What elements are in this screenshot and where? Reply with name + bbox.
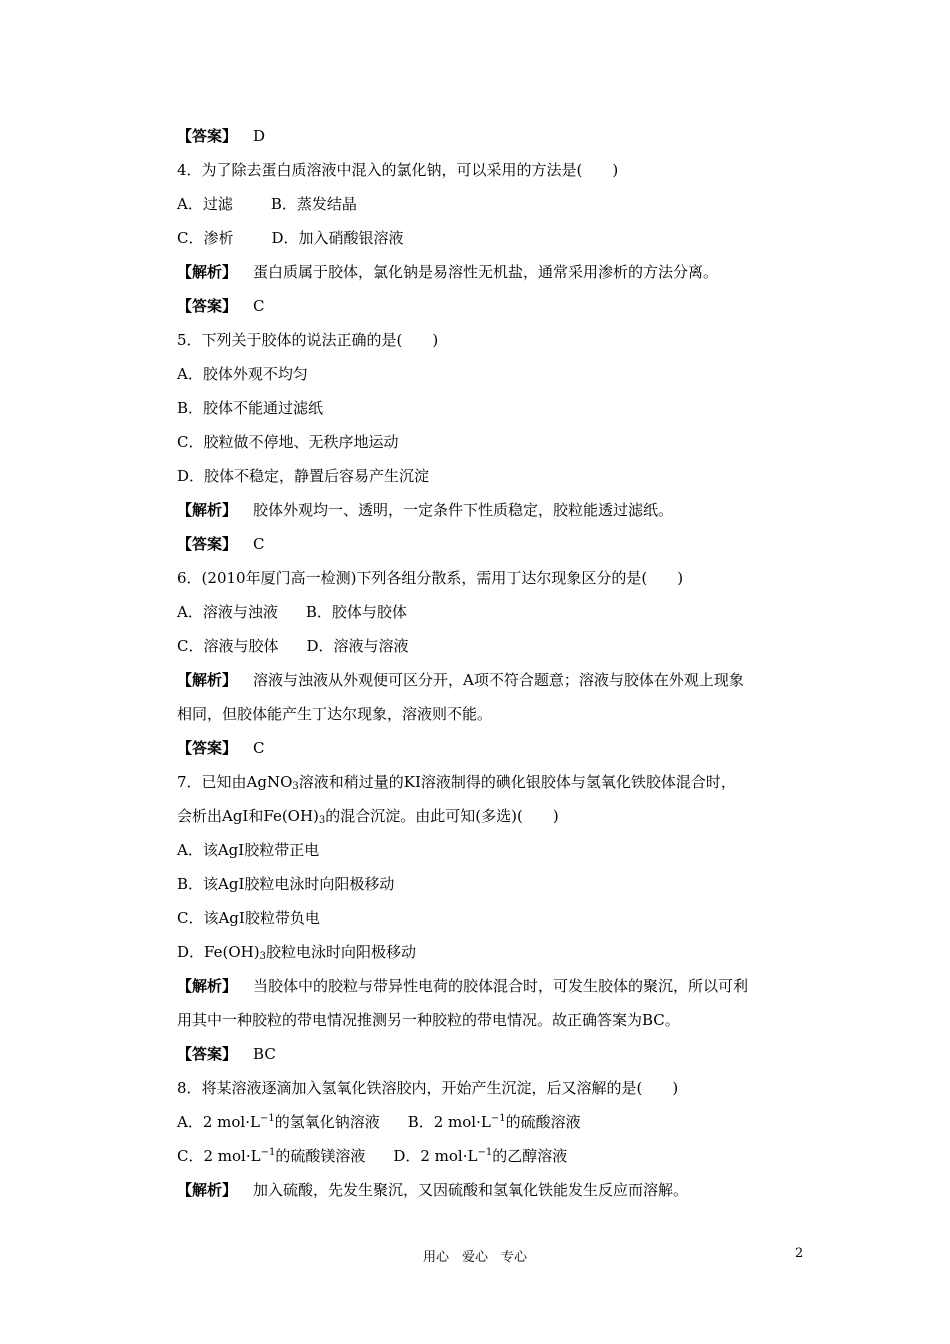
q6-analysis-line	[177, 663, 817, 697]
q7-stem-text: 的混合沉淀。由此可知(多选)( )	[325, 807, 559, 825]
answer-tag: 【答案】	[177, 297, 238, 315]
q7-answer-line	[177, 1037, 817, 1071]
analysis-text: 加入硫酸，先发生聚沉，又因硫酸和氢氧化铁能发生反应而溶解。	[253, 1181, 689, 1199]
q7-stem-text: 7．已知由AgNO	[177, 773, 293, 791]
answer-value: C	[253, 739, 265, 757]
superscript: −1	[260, 1147, 276, 1158]
q6-options-cd	[177, 629, 817, 663]
q4-options-ab	[177, 187, 817, 221]
q8-options-cd	[177, 1139, 817, 1173]
q8-options-ab	[177, 1105, 817, 1139]
q4-stem: 4．为了除去蛋白质溶液中混入的氯化钠，可以采用的方法是( )	[177, 161, 619, 179]
q7-option-d	[177, 935, 817, 969]
q8-option-c	[177, 1147, 365, 1165]
q7-stem-line2	[177, 799, 817, 833]
answer-value: BC	[253, 1045, 276, 1063]
answer-tag: 【答案】	[177, 127, 238, 145]
q6-stem: 6．(2010年厦门高一检测)下列各组分散系，需用丁达尔现象区分的是( )	[177, 569, 684, 587]
option-text: D．Fe(OH)	[177, 943, 260, 961]
option-text: 的氢氧化钠溶液	[274, 1113, 380, 1131]
option-text: B．2 mol·L	[407, 1113, 491, 1131]
option-text: C．2 mol·L	[177, 1147, 261, 1165]
q5-option-a: A．胶体外观不均匀	[177, 365, 308, 383]
q7-option-b: B．该AgI胶粒电泳时向阳极移动	[177, 875, 395, 893]
q7-stem-text: 会析出AgI和Fe(OH)	[177, 807, 319, 825]
q6-answer-line	[177, 731, 817, 765]
page-number: 2	[795, 1246, 804, 1261]
analysis-text: 溶液与浊液从外观便可区分开，A项不符合题意；溶液与胶体在外观上现象	[253, 671, 744, 689]
q8-option-d	[393, 1147, 567, 1165]
footer-motto: 用心 爱心 专心	[422, 1250, 527, 1265]
answer-tag: 【答案】	[177, 739, 238, 757]
answer-tag: 【答案】	[177, 1045, 238, 1063]
option-text: A．2 mol·L	[177, 1113, 260, 1131]
q5-option-c: C．胶粒做不停地、无秩序地运动	[177, 433, 399, 451]
q4-option-d: D．加入硝酸银溶液	[271, 229, 404, 247]
subscript: 3	[259, 951, 266, 962]
q6-option-a: A．溶液与浊液	[177, 603, 278, 621]
analysis-text: 蛋白质属于胶体，氯化钠是易溶性无机盐，通常采用渗析的方法分离。	[253, 263, 719, 281]
q6-options-ab	[177, 595, 817, 629]
q6-option-b: B．胶体与胶体	[305, 603, 407, 621]
q7-analysis-line	[177, 969, 817, 1003]
q6-option-c: C．溶液与胶体	[177, 637, 279, 655]
q4-analysis-line	[177, 255, 817, 289]
option-text: 的硫酸溶液	[505, 1113, 581, 1131]
superscript: −1	[477, 1147, 493, 1158]
q4-option-a: A．过滤	[177, 195, 233, 213]
q8-option-a	[177, 1113, 380, 1131]
answer-value: D	[253, 127, 266, 145]
answer-value: C	[253, 297, 265, 315]
document-body	[177, 119, 817, 1207]
option-text: 胶粒电泳时向阳极移动	[265, 943, 416, 961]
answer-tag: 【答案】	[177, 535, 238, 553]
analysis-tag: 【解析】	[177, 671, 238, 689]
superscript: −1	[259, 1113, 275, 1124]
q8-option-b	[408, 1113, 581, 1131]
q6-option-d: D．溶液与溶液	[306, 637, 409, 655]
q8-stem: 8．将某溶液逐滴加入氢氧化铁溶胶内，开始产生沉淀，后又溶解的是( )	[177, 1079, 679, 1097]
superscript: −1	[490, 1113, 506, 1124]
q5-answer-line	[177, 527, 817, 561]
q8-analysis-line	[177, 1173, 817, 1207]
answer-value: C	[253, 535, 265, 553]
option-text: 的乙醇溶液	[492, 1147, 568, 1165]
q3-answer-line	[177, 119, 817, 153]
q5-analysis-line	[177, 493, 817, 527]
q5-stem: 5．下列关于胶体的说法正确的是( )	[177, 331, 439, 349]
q7-option-a: A．该AgI胶粒带正电	[177, 841, 320, 859]
q7-stem-text: 溶液和稍过量的KI溶液制得的碘化银胶体与氢氧化铁胶体混合时，	[298, 773, 736, 791]
q5-option-b: B．胶体不能通过滤纸	[177, 399, 324, 417]
analysis-tag: 【解析】	[177, 977, 238, 995]
q4-option-b: B．蒸发结晶	[270, 195, 357, 213]
q5-option-d: D．胶体不稳定，静置后容易产生沉淀	[177, 467, 430, 485]
page-footer	[0, 1246, 950, 1270]
q4-options-cd	[177, 221, 817, 255]
q4-answer-line	[177, 289, 817, 323]
subscript: 3	[318, 815, 326, 826]
option-text: D．2 mol·L	[393, 1147, 478, 1165]
q7-option-c: C．该AgI胶粒带负电	[177, 909, 320, 927]
analysis-tag: 【解析】	[177, 501, 238, 519]
q6-analysis-cont: 相同，但胶体能产生丁达尔现象，溶液则不能。	[177, 705, 493, 723]
analysis-tag: 【解析】	[177, 263, 238, 281]
subscript: 3	[292, 781, 299, 792]
analysis-text: 胶体外观均一、透明，一定条件下性质稳定，胶粒能透过滤纸。	[253, 501, 674, 519]
option-text: 的硫酸镁溶液	[275, 1147, 366, 1165]
analysis-tag: 【解析】	[177, 1181, 238, 1199]
analysis-text: 当胶体中的胶粒与带异性电荷的胶体混合时，可发生胶体的聚沉，所以可利	[253, 977, 749, 995]
q7-stem-line1	[177, 765, 817, 799]
q4-option-c: C．渗析	[177, 229, 234, 247]
q7-analysis-cont: 用其中一种胶粒的带电情况推测另一种胶粒的带电情况。故正确答案为BC。	[177, 1011, 680, 1029]
